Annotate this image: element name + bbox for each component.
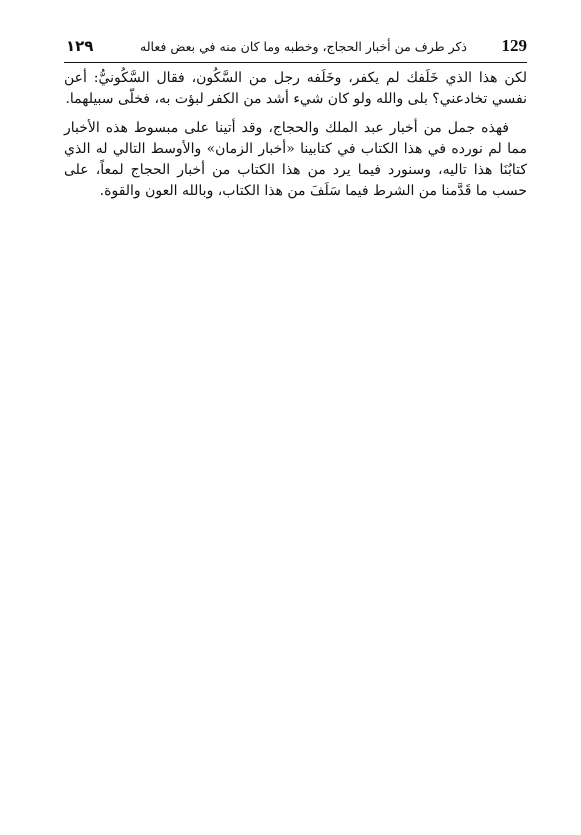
paragraph: لكن هذا الذي خَلَفك لم يكفر، وخَلَفه رجل من السَّكُون، فقال السَّكُونيُّ: أعن نفسي تخادعني؟ بلى والله ولو كان شيء أشد من الكفر لبؤت به، فخلّى سبيلهما. [64,70,527,107]
page-header [64,36,527,60]
body-text [64,68,527,202]
running-title: ذكر طرف من أخبار الحجاج، وخطبه وما كان منه في بعض فعاله [140,39,467,54]
paragraph: فهذه جمل من أخبار عبد الملك والحجاج، وقد أتينا على مبسوط هذه الأخبار مما لم نورده في هذا الكتاب في كتابينا «أخبار الزمان» والأوسط التالي له الذي كتابُنَا هذا تاليه، وسنورد فيما يرد من هذا الكتاب من أخبار الحجاج لمعاً، على حسب ما قَدَّمنا من الشرط فيما سَلَفَ من هذا الكتاب، وبالله العون والقوة. [64,120,527,199]
page-number-arabic: ١٢٩ [66,37,94,55]
header-rule [64,62,527,63]
page-number-latin: 129 [501,36,527,55]
